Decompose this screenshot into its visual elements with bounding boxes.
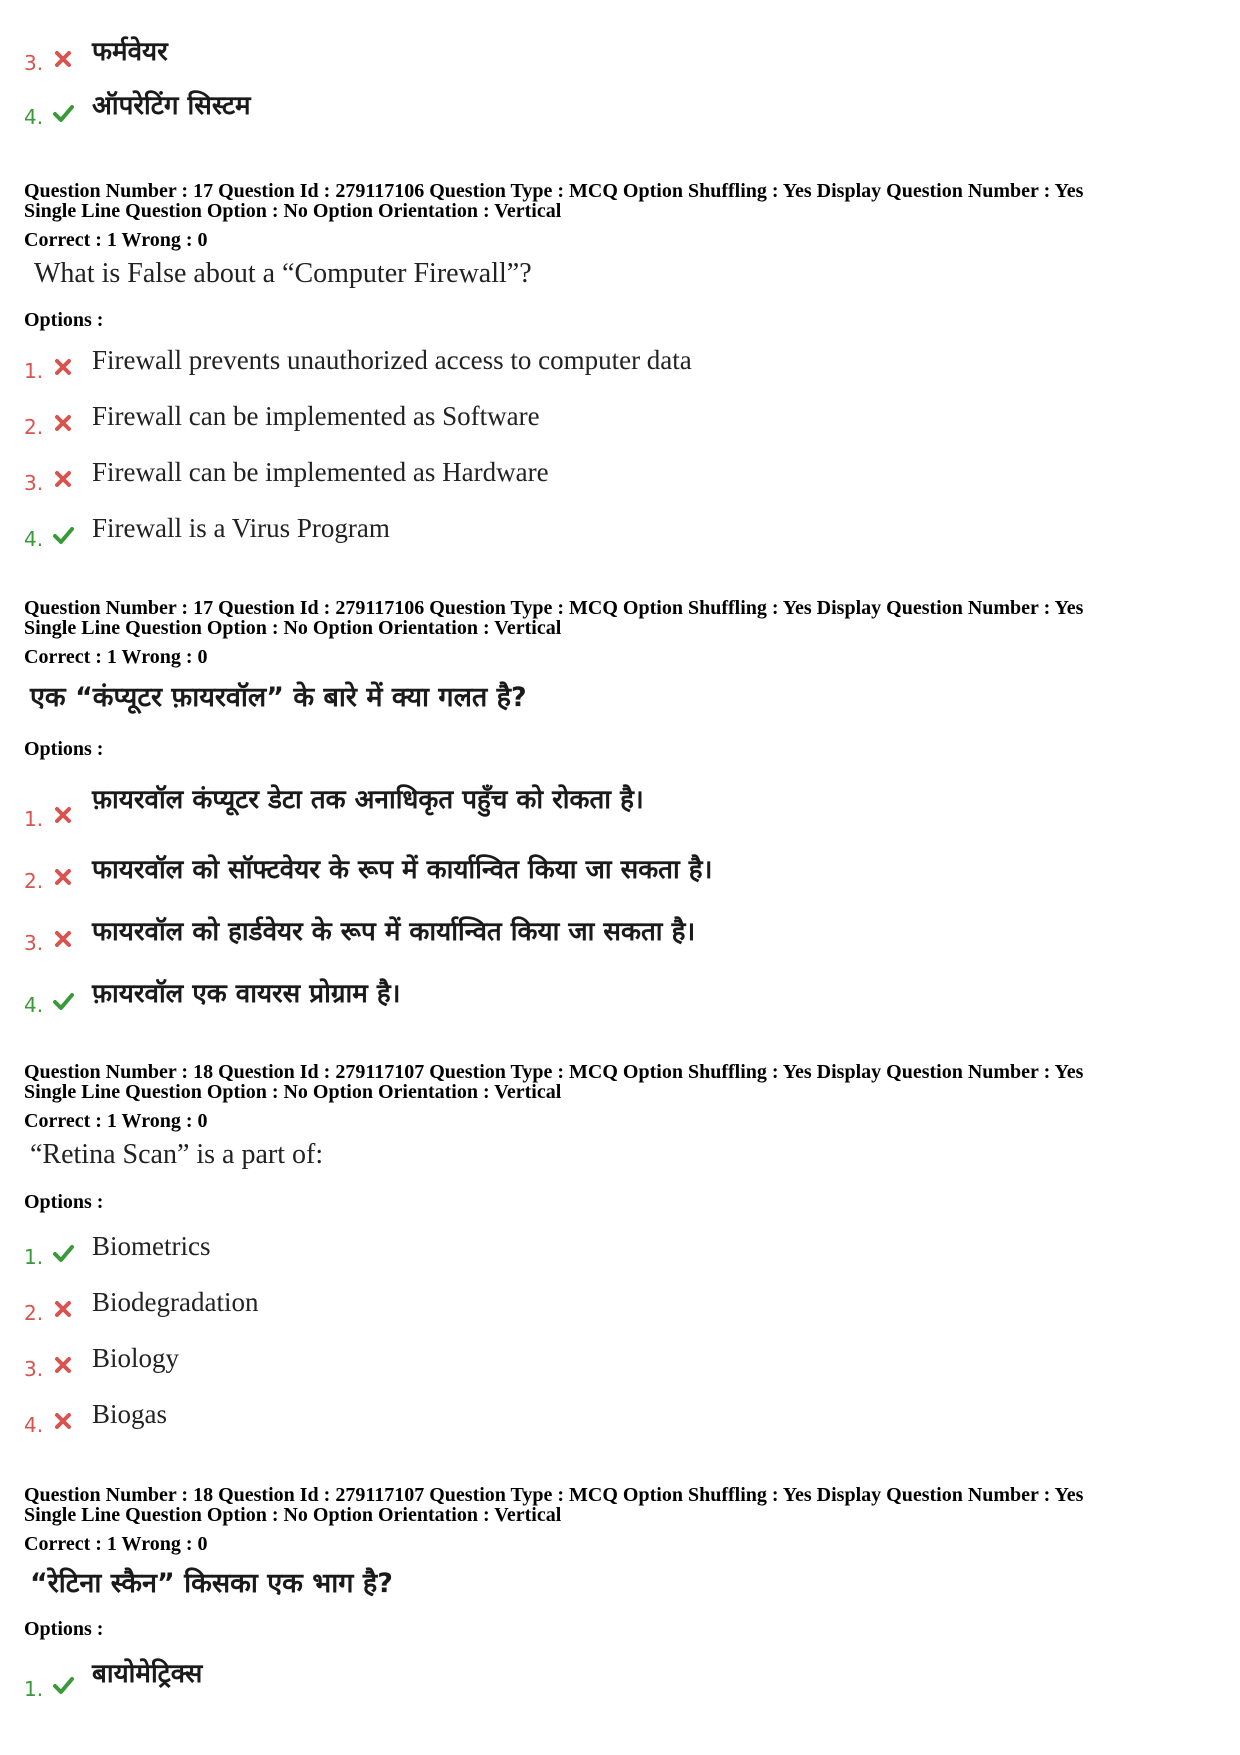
option-number: 2.: [24, 415, 44, 439]
question-meta-line-2: Single Line Question Option : No Option Orientation : Vertical: [24, 200, 562, 222]
correct-check-icon: [52, 1242, 74, 1264]
wrong-cross-icon: [52, 928, 74, 950]
option-text: फायरवॉल को सॉफ्टवेयर के रूप में कार्यान्वित किया जा सकता है।: [92, 855, 713, 885]
question-text: What is False about a “Computer Firewall”?: [34, 258, 532, 289]
option-number: 1.: [24, 1677, 44, 1701]
marks-info: Correct : 1 Wrong : 0: [24, 646, 208, 668]
option-text: Firewall is a Virus Program: [92, 513, 390, 543]
option-number: 1.: [24, 807, 44, 831]
option-text: ऑपरेटिंग सिस्टम: [92, 91, 251, 121]
option-text: फ़ायरवॉल एक वायरस प्रोग्राम है।: [92, 979, 401, 1009]
option-text: फायरवॉल को हार्डवेयर के रूप में कार्यान्वित किया जा सकता है।: [92, 917, 696, 947]
option-number: 2.: [24, 1301, 44, 1325]
question-meta-line-1: Question Number : 17 Question Id : 279117106 Question Type : MCQ Option Shuffling : Yes Display Question Number : Yes: [24, 597, 1084, 619]
option-text: Biometrics: [92, 1231, 211, 1261]
option-number: 4.: [24, 993, 44, 1017]
question-meta-line-1: Question Number : 17 Question Id : 279117106 Question Type : MCQ Option Shuffling : Yes Display Question Number : Yes: [24, 180, 1084, 202]
wrong-cross-icon: [52, 356, 74, 378]
option-number: 1.: [24, 359, 44, 383]
marks-info: Correct : 1 Wrong : 0: [24, 1533, 208, 1555]
option-number: 2.: [24, 869, 44, 893]
question-meta-line-1: Question Number : 18 Question Id : 279117107 Question Type : MCQ Option Shuffling : Yes Display Question Number : Yes: [24, 1061, 1084, 1083]
option-text: फर्मवेयर: [92, 37, 168, 67]
option-text: Biology: [92, 1343, 180, 1373]
option-number: 3.: [24, 1357, 44, 1381]
wrong-cross-icon: [52, 1298, 74, 1320]
question-text: “Retina Scan” is a part of:: [30, 1139, 324, 1170]
correct-check-icon: [52, 990, 74, 1012]
option-text: फ़ायरवॉल कंप्यूटर डेटा तक अनाधिकृत पहुँच को रोकता है।: [92, 785, 644, 815]
wrong-cross-icon: [52, 1410, 74, 1432]
options-label: Options :: [24, 1191, 104, 1213]
option-number: 1.: [24, 1245, 44, 1269]
marks-info: Correct : 1 Wrong : 0: [24, 229, 208, 251]
option-number: 4.: [24, 105, 44, 129]
question-text: “रेटिना स्कैन” किसका एक भाग है?: [30, 1568, 393, 1599]
correct-check-icon: [52, 1674, 74, 1696]
wrong-cross-icon: [52, 412, 74, 434]
question-text: एक “कंप्यूटर फ़ायरवॉल” के बारे में क्या गलत है?: [30, 682, 527, 713]
wrong-cross-icon: [52, 1354, 74, 1376]
question-meta-line-2: Single Line Question Option : No Option Orientation : Vertical: [24, 1504, 562, 1526]
option-number: 3.: [24, 51, 44, 75]
option-text: Firewall can be implemented as Software: [92, 401, 540, 431]
option-number: 3.: [24, 931, 44, 955]
wrong-cross-icon: [52, 804, 74, 826]
options-label: Options :: [24, 738, 104, 760]
option-number: 4.: [24, 527, 44, 551]
option-number: 3.: [24, 471, 44, 495]
options-label: Options :: [24, 1618, 104, 1640]
option-text: बायोमेट्रिक्स: [92, 1659, 203, 1689]
wrong-cross-icon: [52, 48, 74, 70]
marks-info: Correct : 1 Wrong : 0: [24, 1110, 208, 1132]
question-meta-line-1: Question Number : 18 Question Id : 279117107 Question Type : MCQ Option Shuffling : Yes Display Question Number : Yes: [24, 1484, 1084, 1506]
wrong-cross-icon: [52, 468, 74, 490]
correct-check-icon: [52, 102, 74, 124]
option-number: 4.: [24, 1413, 44, 1437]
option-text: Firewall prevents unauthorized access to computer data: [92, 345, 692, 375]
option-text: Firewall can be implemented as Hardware: [92, 457, 549, 487]
question-meta-line-2: Single Line Question Option : No Option Orientation : Vertical: [24, 1081, 562, 1103]
option-text: Biogas: [92, 1399, 168, 1429]
options-label: Options :: [24, 309, 104, 331]
correct-check-icon: [52, 524, 74, 546]
option-text: Biodegradation: [92, 1287, 259, 1317]
question-meta-line-2: Single Line Question Option : No Option Orientation : Vertical: [24, 617, 562, 639]
wrong-cross-icon: [52, 866, 74, 888]
